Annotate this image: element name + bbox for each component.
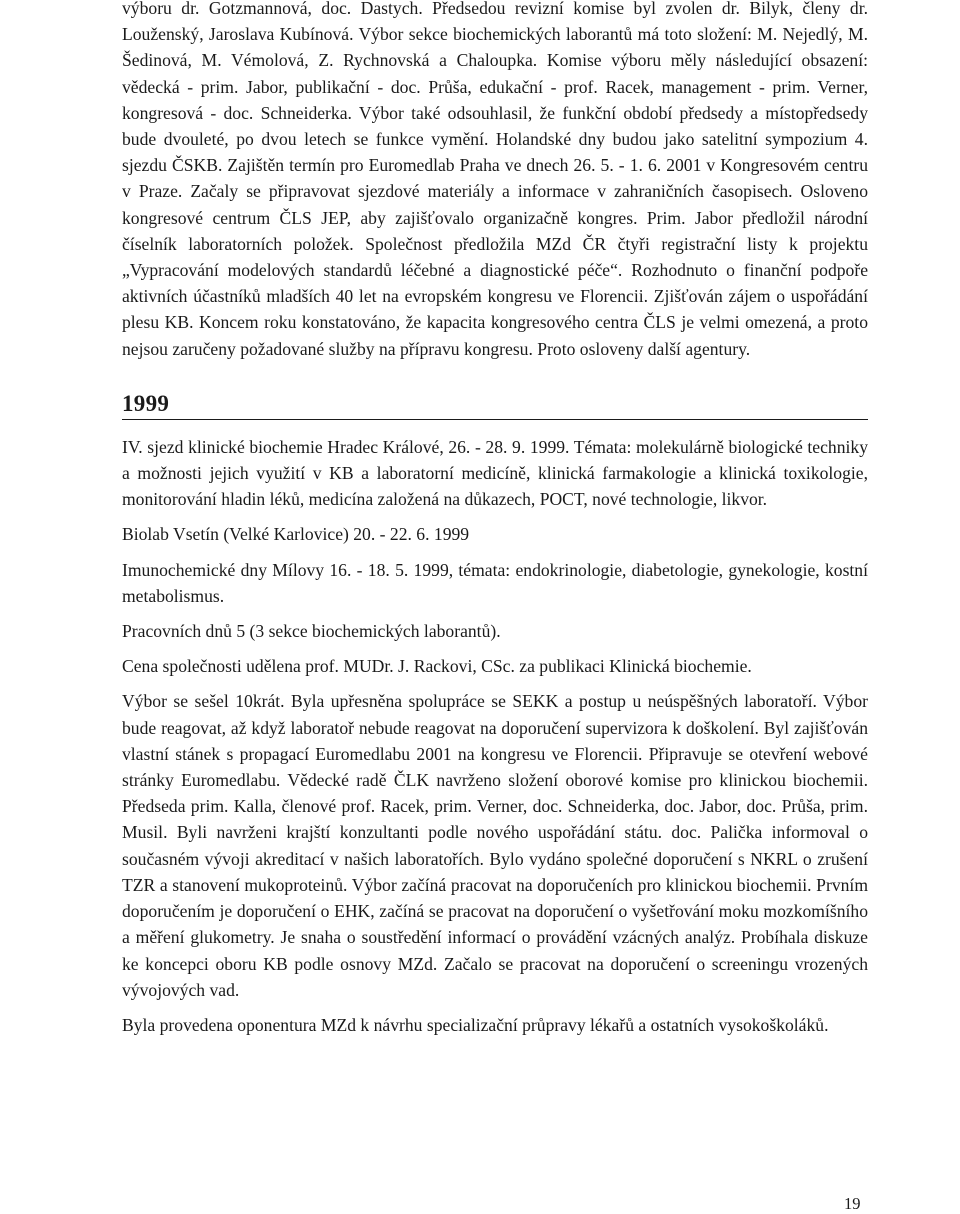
section-year-heading: 1999 [122,390,170,416]
paragraph-committee-meetings: Výbor se sešel 10krát. Byla upřesněna spolupráce se SEKK a postup u neúspěšných laboratoří. Výbor bude reagovat, až když laboratoř nebude reagovat na doporučení supervizora k doškolení. Byl zajišťován vlastní stánek s propagací Euromedlabu 2001 na kongresu ve Florencii. Připravuje se otevření webové stránky Euromedlabu. Vědecké radě ČLK navrženo složení oborové komise pro klinickou biochemii. Předseda prim. Kalla, členové prof. Racek, prim. Verner, doc. Schneiderka, doc. Jabor, doc. Průša, prim. Musil. Byli navrženi krajští konzultanti podle nového uspořádání státu. doc. Palička informoval o současném vývoji akreditací v našich laboratořích. Bylo vydáno společné doporučení s NKRL o zrušení TZR a stanovení mukoproteinů. Výbor začíná pracovat na doporučeních pro klinickou biochemii. Prvním doporučením je doporučení o EHK, začíná se pracovat na doporučení o vyšetřování moku mozkomíšního a měření glukometry. Je snaha o soustředění informací o provádění vzácných analýz. Probíhala diskuze ke koncepci oboru KB podle osnovy MZd. Začalo se pracovat na doporučení o screeningu vrozených vývojových vad. [122,691,868,1000]
paragraph-award: Cena společnosti udělena prof. MUDr. J. Rackovi, CSc. za publikaci Klinická biochemie. [122,656,752,677]
document-page [122,0,868,1047]
intro-paragraph: výboru dr. Gotzmannová, doc. Dastych. Předsedou revizní komise byl zvolen dr. Bilyk, členy dr. Louženský, Jaroslava Kubínová. Výbor sekce biochemických laborantů má toto složení: M. Nejedlý, M. Šedinová, M. Vémolová, Z. Rychnovská a Chaloupka. Komise výboru měly následující obsazení: vědecká - prim. Jabor, publikační - doc. Průša, edukační - prof. Racek, management - prim. Verner, kongresová - doc. Schneiderka. Výbor také odsouhlasil, že funkční období předsedy a místopředsedy bude dvouleté, po dvou letech se funkce vymění. Holandské dny budou jako satelitní sympozium 4. sjezdu ČSKB. Zajištěn termín pro Euromedlab Praha ve dnech 26. 5. - 1. 6. 2001 v Kongresovém centru v Praze. Začaly se připravovat sjezdové materiály a informace v zahraničních časopisech. Osloveno kongresové centrum ČLS JEP, aby zajišťovalo organizačně kongres. Prim. Jabor předložil národní číselník laboratorních položek. Společnost předložila MZd ČR čtyři registrační listy k projektu „Vypracování modelových standardů léčebné a diagnostické péče“. Rozhodnuto o finanční podpoře aktivních účastníků mladších 40 let na evropském kongresu ve Florencii. Zjišťován zájem o uspořádání plesu KB. Koncem roku konstatováno, že kapacita kongresového centra ČLS je velmi omezená, a proto nejsou zaručeny požadované služby na přípravu kongresu. Proto osloveny další agentury. [122,0,868,359]
page-number: 19 [844,1194,861,1213]
paragraph-working-days: Pracovních dnů 5 (3 sekce biochemických laborantů). [122,621,501,642]
section-body [122,434,868,1038]
paragraph-congress: IV. sjezd klinické biochemie Hradec Králové, 26. - 28. 9. 1999. Témata: molekulárně biologické techniky a možnosti jejich využití v KB a laboratorní medicíně, klinická farmakologie a klinická toxikologie, monitorování hladin léků, medicína založená na důkazech, POCT, nové technologie, likvor. [122,436,868,510]
paragraph-opponent-review: Byla provedena oponentura MZd k návrhu specializační průpravy lékařů a ostatních vysokoškoláků. [122,1014,829,1035]
paragraph-immunochemical-days: Imunochemické dny Mílovy 16. - 18. 5. 1999, témata: endokrinologie, diabetologie, gynekologie, kostní metabolismus. [122,559,868,606]
section-heading-rule [122,390,868,420]
paragraph-biolab: Biolab Vsetín (Velké Karlovice) 20. - 22. 6. 1999 [122,524,470,545]
